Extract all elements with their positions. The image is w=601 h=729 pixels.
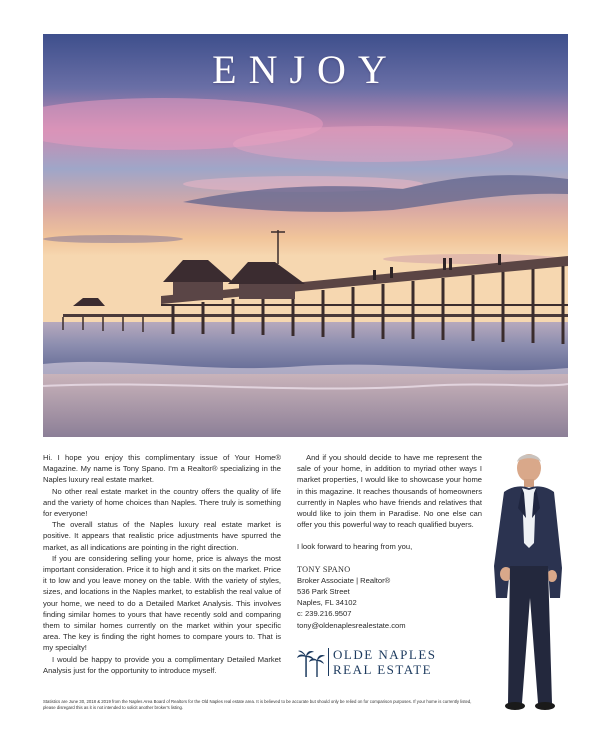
logo-line-2: REAL ESTATE — [333, 662, 433, 677]
signature-block — [297, 564, 482, 631]
hero-title: ENJOY — [212, 47, 399, 92]
agent-portrait — [482, 448, 574, 716]
olde-naples-logo — [297, 645, 467, 679]
agent-street: 536 Park Street — [297, 587, 350, 597]
disclaimer: Statistics are June 30, 2018 & 2019 from the Naples Area Board of Realtors for the Old Naples real estate area. It is believed to be accurate but should only be relied on for comparison purposes. If your home is currently listed, please disregard this as it is not intended to solicit another broker's listing. — [43, 699, 472, 710]
paragraph-representation: And if you should decide to have me represent the sale of your home, in addition to myriad other ways I market properties, I would like to showcase your home in this magazine. It reaches thousands of homeowners currently in Naples who have friends and relatives that would like to join them in Paradise. No one else can offer you this powerful way to reach qualified buyers. — [297, 453, 482, 530]
logo-divider — [328, 648, 329, 676]
paragraph-offer: I would be happy to provide you a complimentary Detailed Market Analysis just for the opportunity to introduce myself. — [43, 654, 281, 675]
naples-pier-sunset-image — [43, 34, 568, 437]
palm-trees-icon — [297, 647, 325, 677]
agent-name: TONY SPANO — [297, 564, 351, 574]
intro-text-column-right — [297, 452, 482, 631]
paragraph-closing: I look forward to hearing from you, — [297, 542, 413, 552]
logo-line-1: OLDE NAPLES — [333, 647, 437, 662]
paragraph-quality-of-life: No other real estate market in the country offers the quality of life and the variety of home choices than Naples. There truly is something for everyone! — [43, 486, 281, 519]
paragraph-market-status: The overall status of the Naples luxury real estate market is positive. It appears that realistic price adjustments have spurred the market, as all indications are pointing in the right direction. — [43, 520, 281, 552]
hero-photo — [43, 34, 568, 437]
agent-title: Broker Associate | Realtor® — [297, 575, 391, 585]
agent-city: Naples, FL 34102 — [297, 598, 357, 608]
intro-text-column-left — [43, 452, 281, 676]
agent-phone: c: 239.216.9507 — [297, 609, 352, 619]
agent-email[interactable]: tony@oldenaplesrealestate.com — [297, 620, 406, 630]
paragraph-intro: Hi. I hope you enjoy this complimentary issue of Your Home® Magazine. My name is Tony Spano. I'm a Realtor® specializing in the Naples luxury real estate market. — [43, 453, 281, 485]
paragraph-pricing: If you are considering selling your home, price is always the most important consideration. Price it to high and it sits on the market. Price it to low and you leave money on the table. With the variety of styles, sizes, and locations in the Naples market, to establish the real value of your home, we need to do a Detailed Market Analysis. This involves finding similar homes to yours that have recently sold and comparing them to similar homes currently on the market within your specific area. The key is finding the right homes to compare yours to. That is my specialty! — [43, 553, 281, 653]
